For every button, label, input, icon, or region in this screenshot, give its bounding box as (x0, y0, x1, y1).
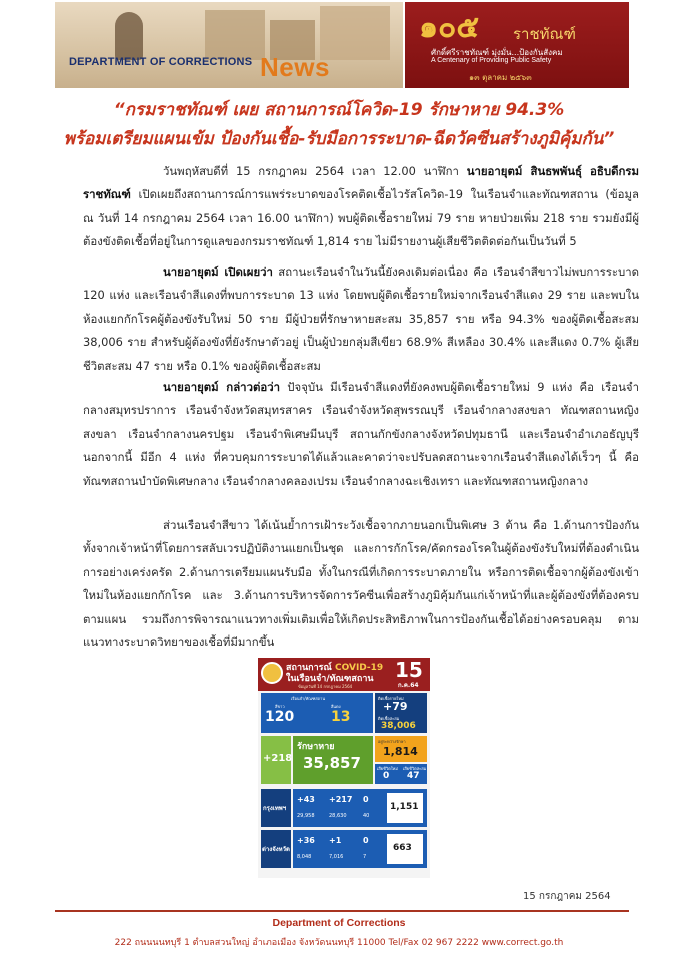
prov-active: 663 (393, 843, 412, 853)
deaths-panel (375, 764, 427, 784)
p2-lead: นายอายุตม์ เปิดเผยว่า (163, 265, 273, 279)
paragraph-1 (83, 160, 639, 254)
new-cases-label: ติดเชื้อรายใหม่ (378, 696, 404, 701)
headline-line-1: “กรมราชทัณฑ์ เผย สถานการณ์โควิด-19 รักษาหาย 94.3% (113, 100, 565, 120)
footer-divider (55, 910, 629, 912)
anniversary-number: ๑๐๕ (419, 10, 480, 45)
bkk-cumulative: 29,958 (297, 813, 315, 819)
headline-line-2: พร้อมเตรียมแผนเข้ม ป้องกันเชื้อ-รับมือการระบาด-ฉีดวัคซีนสร้างภูมิคุ้มกัน” (63, 129, 615, 149)
p3-lead: นายอายุตม์ กล่าวต่อว่า (163, 380, 281, 394)
bkk-recovered: +217 (329, 795, 353, 804)
new-cases-panel (375, 693, 427, 733)
anniversary-date: ๑๓ ตุลาคม ๒๕๖๓ (469, 73, 532, 82)
banner-news-word: News (260, 52, 330, 82)
cumulative-value: 38,006 (381, 721, 416, 731)
prov-deaths: 0 (363, 836, 369, 845)
p1-text: เปิดเผยถึงสถานการณ์การแพร่ระบาดของโรคติดเชื้อไวรัสโควิด-19 ในเรือนจำและทัณฑสถาน (ข้อมูล ณ วันที่ 14 กรกฎาคม 2564 เวลา 16.00 นาฬิกา) พบผู้ติดเชื้อรายใหม่ 79 ราย หายป่วยเพิ่ม 218 ราย รวมยังมีผู้ต้องขังติดเชื้อที่อยู่ในการดูแลของกรมราชทัณฑ์ 1,814 ราย ไม่มีรายงานผู้เสียชีวิตติดต่อกันเป็นวันที่ 5 (83, 187, 639, 249)
bkk-deaths: 0 (363, 795, 369, 804)
prov-recovered: +1 (329, 836, 342, 845)
bangkok-label: กรุงเทพฯ (263, 805, 287, 812)
p1-lead: วันพฤหัสบดีที่ 15 กรกฎาคม 2564 เวลา 12.00 นาฬิกา (163, 164, 467, 178)
p2-text: สถานะเรือนจำในวันนี้ยังคงเดิมต่อเนื่อง คือ เรือนจำสีขาวไม่พบการระบาด 120 แห่ง และเรือนจำสีแดงที่พบการระบาด 13 แห่ง โดยพบผู้ติดเชื้อรายใหม่จากเรือนจำสีแดง 29 ราย และพบในห้องแยกกักโรคผู้ต้องขังรับใหม่ 50 ราย มีผู้ป่วยที่รักษาหายสะสม 35,857 ราย หรือ 94.3% ของผู้ติดเชื้อสะสม 38,006 ราย สำหรับผู้ต้องขังที่ยังรักษาตัวอยู่ เป็นผู้ป่วยกลุ่มสีเขียว 68.9% สีเหลือง 30.4% และสีแดง 0.7% ผู้เสียชีวิตสะสม 47 ราย หรือ 0.1% ของผู้ติดเชื้อสะสม (83, 265, 639, 373)
bangkok-label-panel (261, 789, 291, 827)
recovered-label: รักษาหาย (297, 742, 335, 752)
infographic-day: 15 (395, 658, 423, 682)
title-part-b: COVID-19 (334, 663, 384, 673)
prov-cumulative: 8,048 (297, 854, 312, 860)
deaths-new-label: เสียชีวิตใหม่ (377, 766, 398, 771)
p1-person: นายอายุตม์ สินธพพันธุ์ อธิบดีกรมราชทัณฑ์ (83, 164, 640, 202)
paragraph-3 (83, 376, 639, 493)
in-treatment-panel (375, 736, 427, 762)
province-row (293, 830, 427, 868)
bangkok-row (293, 789, 427, 827)
deaths-total-value: 47 (407, 771, 420, 781)
paragraph-4 (83, 514, 639, 654)
white-prison-count: 120 (265, 709, 295, 725)
officer-silhouette (115, 12, 143, 60)
recovered-new-panel (261, 736, 291, 784)
p3-text: ปัจจุบัน มีเรือนจำสีแดงที่ยังคงพบผู้ติดเชื้อรายใหม่ 9 แห่ง คือ เรือนจำกลางสมุทรปราการ เรือนจำจังหวัดสมุทรสาคร เรือนจำจังหวัดสุพรรณบุรี เรือนจำกลางสงขลา ทัณฑสถานหญิงสงขลา เรือนจำกลางนครปฐม เรือนจำพิเศษมีนบุรี สถานกักขังกลางจังหวัดปทุมธานี และเรือนจำอำเภอธัญบุรี นอกจากนี้ มีอีก 4 แห่ง ที่ควบคุมการระบาดได้แล้วและคาดว่าจะปรับลดสถานะจากเรือนจำสีแดงได้เร็วๆ นี้ คือ ทัณฑสถานบำบัดพิเศษกลาง เรือนจำกลางคลองเปรม เรือนจำกลางฉะเชิงเทรา และทัณฑสถานหญิงกลาง (83, 380, 639, 488)
cumulative-label: ติดเชื้อสะสม (378, 716, 400, 721)
header-banner (55, 2, 629, 88)
anniversary-word: ราชทัณฑ์ (513, 25, 576, 43)
title-part-a: สถานการณ์ (286, 663, 335, 673)
prison-status-panel (261, 693, 373, 733)
red-prison-count: 13 (331, 709, 351, 725)
infographic-header (258, 658, 430, 691)
bkk-deaths-total: 40 (363, 813, 370, 819)
prov-deaths-total: 7 (363, 854, 367, 860)
bkk-new: +43 (297, 795, 315, 804)
banner-dept-name: DEPARTMENT OF CORRECTIONS (69, 56, 253, 68)
footer-address: 222 ถนนนนทบุรี 1 ตำบลสวนใหญ่ อำเภอเมือง จังหวัดนนทบุรี 11000 Tel/Fax 02 967 2222 www.correct.go.th (114, 938, 564, 948)
release-date: 15 กรกฎาคม 2564 (523, 891, 611, 902)
bkk-active-box (387, 793, 423, 823)
anniversary-tagline-en: A Centenary of Providing Public Safety (431, 57, 552, 64)
province-label: ต่างจังหวัด (262, 846, 290, 853)
anniversary-logo (405, 2, 629, 88)
infographic-subtitle: ในเรือนจำ/ทัณฑสถาน (286, 674, 374, 684)
paragraph-2 (83, 261, 639, 378)
prov-new: +36 (297, 836, 315, 845)
emblem-icon (261, 662, 283, 684)
banner-photo (55, 2, 403, 88)
infographic-month: ก.ค.64 (398, 682, 419, 689)
in-treatment-value: 1,814 (383, 745, 418, 758)
infographic-data-note: ข้อมูลวันที่ 14 กรกฎาคม 2564 (298, 684, 353, 689)
building-shape (205, 10, 265, 60)
red-prison-label: สีแดง (331, 704, 341, 709)
recovered-new-value: +218 (263, 753, 293, 764)
province-label-panel (261, 830, 291, 868)
prison-status-label: เรือนจำ/ทัณฑสถาน (291, 696, 326, 701)
bkk-recovered-total: 28,630 (329, 813, 347, 819)
recovered-panel (293, 736, 373, 784)
anniversary-tagline-th: ศักดิ์ศรีราชทัณฑ์ มุ่งมั่น...ป้องกันสังคม (431, 48, 563, 57)
deaths-total-label: เสียชีวิตสะสม (403, 766, 427, 771)
prov-active-box (387, 834, 423, 864)
recovered-total-value: 35,857 (303, 754, 361, 772)
p4-text: ส่วนเรือนจำสีขาว ได้เน้นย้ำการเฝ้าระวังเชื้อจากภายนอกเป็นพิเศษ 3 ด้าน คือ 1.ด้านการป้องกัน ทั้งจากเจ้าหน้าที่โดยการสลับเวรปฏิบัติงานแยกเป็นชุด และการกักโรค/คัดกรองโรคในผู้ต้องขังรับใหม่ที่ต้องดำเนินการอย่างเคร่งครัด 2.ด้านการเตรียมแผนรับมือ ทั้งในกรณีที่เกิดการระบาดภายใน หรือการติดเชื้อจากผู้ต้องขังเข้าใหม่ในห้องแยกกักโรค และ 3.ด้านการบริหารจัดการวัคซีนเพื่อสร้างภูมิคุ้มกันแก่เจ้าหน้าที่และผู้ต้องขังที่ต้องครบตามแผน รวมถึงการพิจารณาแนวทางเพิ่มเติมเพื่อให้เกิดประสิทธิภาพในการป้องกันเชื้อได้อย่างครอบคลุม ตามแนวทางระบาดวิทยาของเชื้อที่มีมากขึ้น (83, 518, 639, 650)
in-treatment-label: อยู่ระหว่างรักษา (378, 739, 406, 744)
prov-recovered-total: 7,016 (329, 854, 344, 860)
deaths-new-value: 0 (383, 771, 390, 781)
footer-dept-name: Department of Corrections (272, 917, 406, 929)
building-shape (320, 6, 390, 60)
white-prison-label: สีขาว (275, 704, 285, 709)
new-cases-value: +79 (383, 700, 408, 713)
bkk-active: 1,151 (390, 802, 419, 812)
covid-infographic (258, 658, 430, 878)
